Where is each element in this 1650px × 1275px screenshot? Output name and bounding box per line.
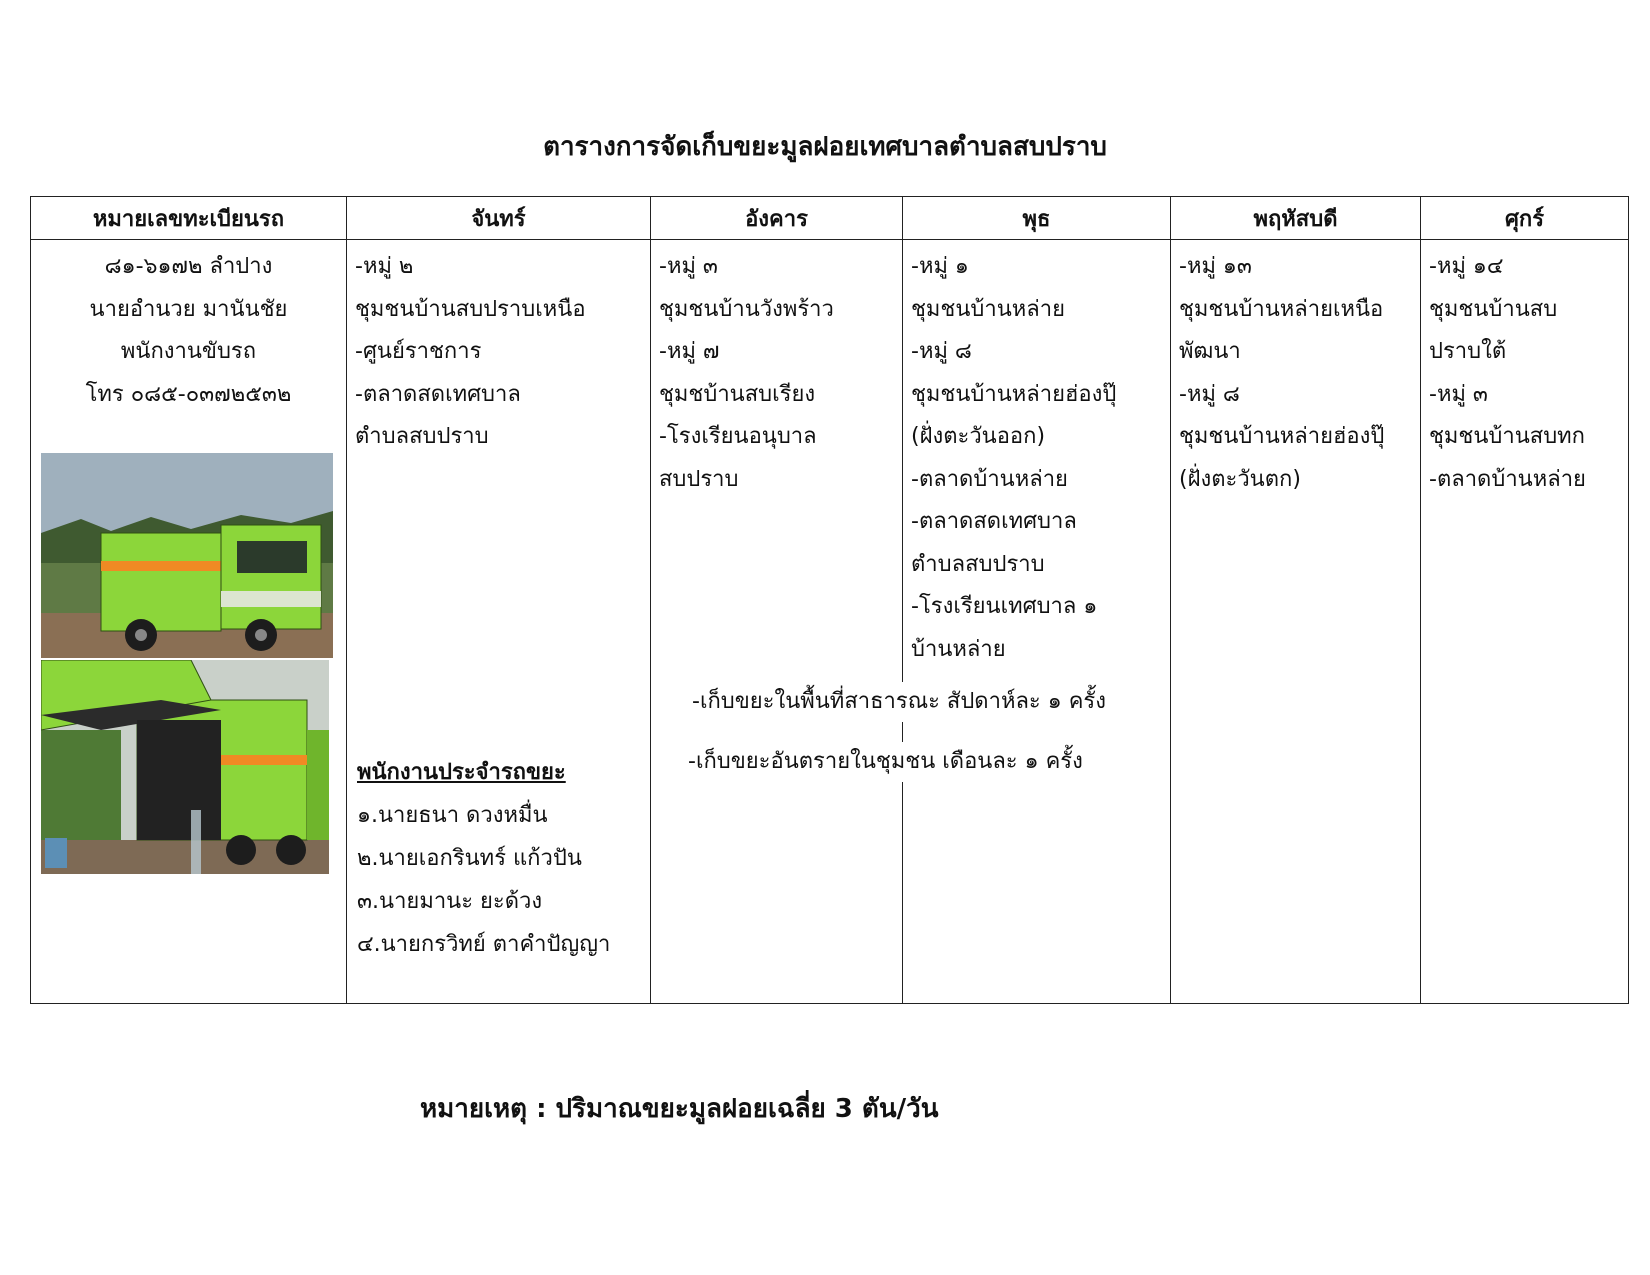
driver-name: นายอำนวย มานันชัย bbox=[89, 296, 288, 322]
wednesday-line: (ฝั่งตะวันออก) bbox=[911, 424, 1046, 449]
staff-heading: พนักงานประจำรถขยะ bbox=[357, 760, 566, 785]
monday-line: ตำบลสบปราบ bbox=[355, 424, 489, 449]
driver-phone: โทร ๐๘๕-๐๓๗๒๕๓๒ bbox=[85, 381, 292, 407]
wednesday-line: -โรงเรียนเทศบาล ๑ bbox=[911, 594, 1098, 619]
wednesday-cell bbox=[903, 240, 1171, 1004]
schedule-title: ตารางการจัดเก็บขยะมูลฝอยเทศบาลตำบลสบปราบ bbox=[543, 132, 1107, 162]
wednesday-line: -หมู่ ๘ bbox=[911, 339, 972, 364]
friday-line: -หมู่ ๓ bbox=[1429, 381, 1488, 407]
footnote: หมายเหตุ : ปริมาณขยะมูลฝอยเฉลี่ย 3 ตัน/วัน bbox=[420, 1094, 939, 1124]
staff-member: ๒.นายเอกรินทร์ แก้วปัน bbox=[357, 846, 582, 871]
thursday-line: ชุมชนบ้านหล่ายฮ่องปุ๊ bbox=[1179, 424, 1385, 449]
staff-list bbox=[357, 751, 610, 966]
tuesday-line: -หมู่ ๗ bbox=[659, 339, 720, 364]
friday-line: ชุมชนบ้านสบ bbox=[1429, 296, 1558, 322]
thursday-line: -หมู่ ๘ bbox=[1179, 381, 1240, 407]
thursday-line: (ฝั่งตะวันตก) bbox=[1179, 466, 1301, 492]
thursday-line: ชุมชนบ้านหล่ายเหนือ bbox=[1179, 296, 1384, 322]
thursday-cell bbox=[1171, 240, 1421, 1004]
staff-member: ๔.นายกรวิทย์ ตาคำปัญญา bbox=[357, 932, 611, 957]
friday-cell bbox=[1421, 240, 1629, 1004]
header-thursday: พฤหัสบดี bbox=[1171, 197, 1421, 240]
monday-line: -หมู่ ๒ bbox=[355, 254, 414, 279]
header-tuesday: อังคาร bbox=[651, 197, 903, 240]
friday-line: ปราบใต้ bbox=[1429, 339, 1507, 364]
monday-line: -ตลาดสดเทศบาล bbox=[355, 381, 521, 407]
tuesday-line: ชุมชบ้านสบเรียง bbox=[659, 381, 816, 407]
garbage-truck-photo-side bbox=[41, 453, 333, 658]
tuesday-line: ชุมชนบ้านวังพร้าว bbox=[659, 296, 834, 322]
thursday-line: -หมู่ ๑๓ bbox=[1179, 254, 1252, 279]
friday-line: ชุมชนบ้านสบทก bbox=[1429, 424, 1585, 449]
staff-member: ๓.นายมานะ ยะด้วง bbox=[357, 889, 543, 914]
tuesday-line: -หมู่ ๓ bbox=[659, 254, 718, 279]
thursday-line: พัฒนา bbox=[1179, 339, 1241, 364]
wednesday-line: บ้านหล่าย bbox=[911, 636, 1006, 662]
staff-member: ๑.นายธนา ดวงหมื่น bbox=[357, 803, 548, 828]
table-header-row bbox=[31, 197, 1629, 240]
vehicle-plate: ๘๑-๖๑๗๒ ลำปาง bbox=[104, 254, 273, 279]
hazardous-collection-note: -เก็บขยะอันตรายในชุมชน เดือนละ ๑ ครั้ง bbox=[684, 742, 1087, 782]
wednesday-line: -ตลาดสดเทศบาล bbox=[911, 509, 1077, 534]
garbage-truck-photo-rear bbox=[41, 660, 329, 874]
header-monday: จันทร์ bbox=[347, 197, 651, 240]
public-area-collection-note: -เก็บขยะในพื้นที่สาธารณะ สัปดาห์ละ ๑ ครั้ง bbox=[688, 682, 1110, 722]
header-vehicle: หมายเลขทะเบียนรถ bbox=[31, 197, 347, 240]
tuesday-line: -โรงเรียนอนุบาล bbox=[659, 424, 817, 449]
header-wednesday: พุธ bbox=[903, 197, 1171, 240]
friday-line: -หมู่ ๑๔ bbox=[1429, 254, 1504, 279]
wednesday-line: -หมู่ ๑ bbox=[911, 254, 969, 279]
tuesday-cell bbox=[651, 240, 903, 1004]
monday-line: -ศูนย์ราชการ bbox=[355, 339, 482, 364]
wednesday-line: ชุมชนบ้านหล่าย bbox=[911, 296, 1065, 322]
wednesday-line: -ตลาดบ้านหล่าย bbox=[911, 466, 1068, 492]
header-friday: ศุกร์ bbox=[1421, 197, 1629, 240]
tuesday-line: สบปราบ bbox=[659, 466, 739, 492]
wednesday-line: ชุมชนบ้านหล่ายฮ่องปุ๊ bbox=[911, 381, 1117, 407]
driver-role: พนักงานขับรถ bbox=[120, 339, 257, 364]
wednesday-line: ตำบลสบปราบ bbox=[911, 551, 1045, 577]
friday-line: -ตลาดบ้านหล่าย bbox=[1429, 466, 1586, 492]
monday-line: ชุมชนบ้านสบปราบเหนือ bbox=[355, 296, 586, 322]
